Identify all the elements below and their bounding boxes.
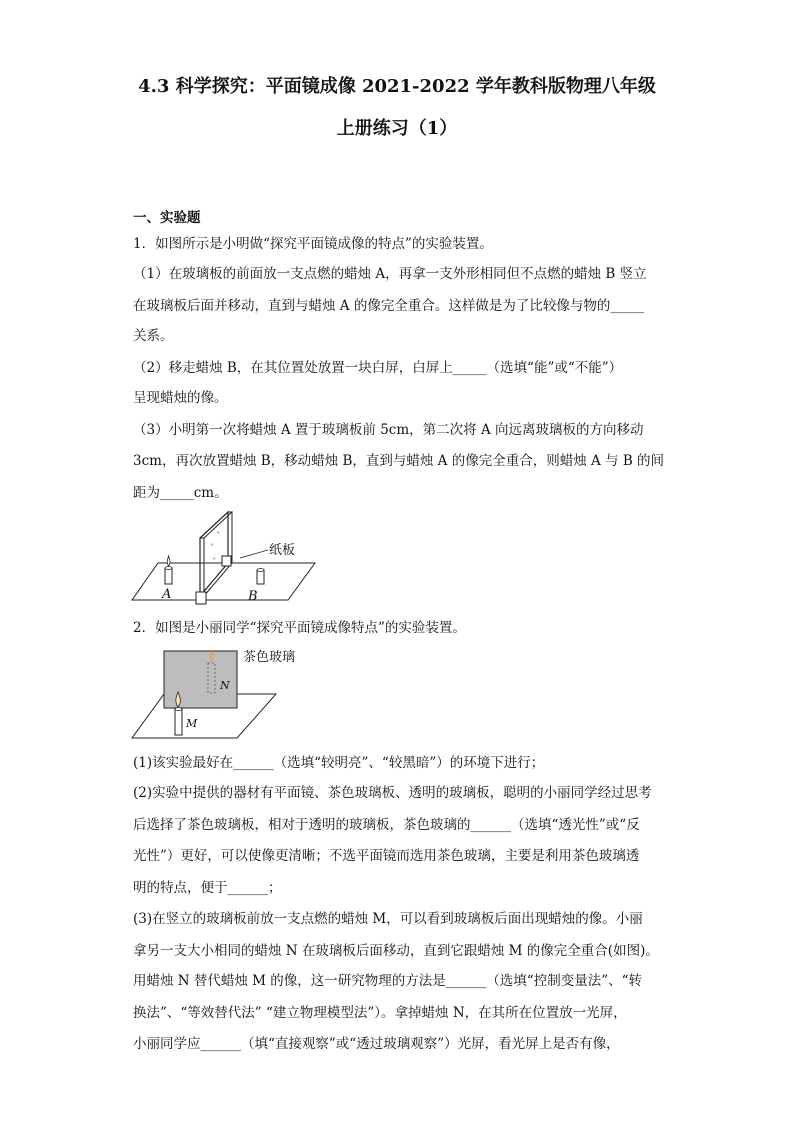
q2-line-4: 光性”）更好，可以使像更清晰；不选平面镜而选用茶色玻璃，主要是利用茶色玻璃透 — [133, 848, 640, 864]
q2-line-2: (2)实验中提供的器材有平面镜、茶色玻璃板、透明的玻璃板，聪明的小丽同学经过思考 — [133, 785, 652, 801]
section-heading: 一、实验题 — [133, 210, 201, 226]
q2-figure — [130, 645, 310, 741]
q1-part2-line2: 呈现蜡烛的像。 — [133, 390, 228, 406]
svg-text:+: + — [212, 556, 217, 562]
q2-line-1: (1)该实验最好在______（选填“较明亮”、“较黑暗”）的环境下进行； — [133, 755, 545, 771]
label-tea-glass: 茶色玻璃 — [243, 650, 296, 665]
q2-stem: 2．如图是小丽同学“探究平面镜成像特点”的实验装置。 — [133, 620, 466, 636]
q1-part2-line1: （2）移走蜡烛 B，在其位置处放置一块白屏，白屏上_____（选填“能”或“不能”） — [133, 360, 623, 376]
q2-line-8: 用蜡烛 N 替代蜡烛 M 的像，这一研究物理的方法是______（选填“控制变量法”、“转 — [133, 973, 643, 989]
label-candle-b: B — [248, 589, 258, 604]
q2-line-6: (3)在竖立的玻璃板前放一支点燃的蜡烛 M，可以看到玻璃板后面出现蜡烛的像。小丽 — [133, 911, 643, 927]
label-candle-a: A — [162, 587, 172, 602]
document-title-line-2: 上册练习（1） — [336, 118, 458, 139]
label-board: 纸板 — [269, 543, 296, 558]
svg-text:+: + — [210, 542, 215, 548]
label-candle-n: N — [220, 679, 230, 692]
q1-stem: 1．如图所示是小明做“探究平面镜成像的特点”的实验装置。 — [133, 236, 493, 252]
q1-part3-line3: 距为_____cm。 — [133, 485, 228, 501]
document-title-line-1: 4.3 科学探究：平面镜成像 2021-2022 学年教科版物理八年级 — [138, 76, 656, 97]
q1-part3-line2: 3cm，再次放置蜡烛 B，移动蜡烛 B，直到与蜡烛 A 的像完全重合，则蜡烛 A 与 B 的间 — [133, 453, 665, 469]
q1-part1-line1: （1）在玻璃板的前面放一支点燃的蜡烛 A，再拿一支外形相同但不点燃的蜡烛 B 竖立 — [133, 266, 647, 282]
candle-a — [165, 556, 172, 584]
q1-part3-line1: （3）小明第一次将蜡烛 A 置于玻璃板前 5cm，第二次将 A 向远离玻璃板的方向移动 — [133, 422, 644, 438]
svg-text:+: + — [216, 530, 221, 536]
q2-line-10: 小丽同学应______（填“直接观察”或“透过玻璃观察”）光屏，看光屏上是否有像， — [133, 1036, 620, 1052]
glass-board — [196, 512, 232, 604]
q2-line-7: 拿另一支大小相同的蜡烛 N 在玻璃板后面移动，直到它跟蜡烛 M 的像完全重合(如图)。 — [133, 943, 659, 959]
candle-b — [257, 569, 264, 585]
q2-line-3: 后选择了茶色玻璃板，相对于透明的玻璃板，茶色玻璃的______（选填“透光性”或“反 — [133, 817, 640, 833]
label-pointer — [240, 550, 268, 558]
q2-line-9: 换法”、“等效替代法” “建立物理模型法”）。拿掉蜡烛 N，在其所在位置放一光屏， — [133, 1005, 627, 1021]
q1-part1-line2: 在玻璃板后面并移动，直到与蜡烛 A 的像完全重合。这样做是为了比较像与物的_____ — [133, 298, 645, 314]
label-candle-m: M — [186, 717, 198, 730]
q2-line-5: 明的特点，便于______； — [133, 880, 282, 896]
q1-part1-line3: 关系。 — [133, 328, 174, 344]
q1-figure — [130, 508, 330, 610]
